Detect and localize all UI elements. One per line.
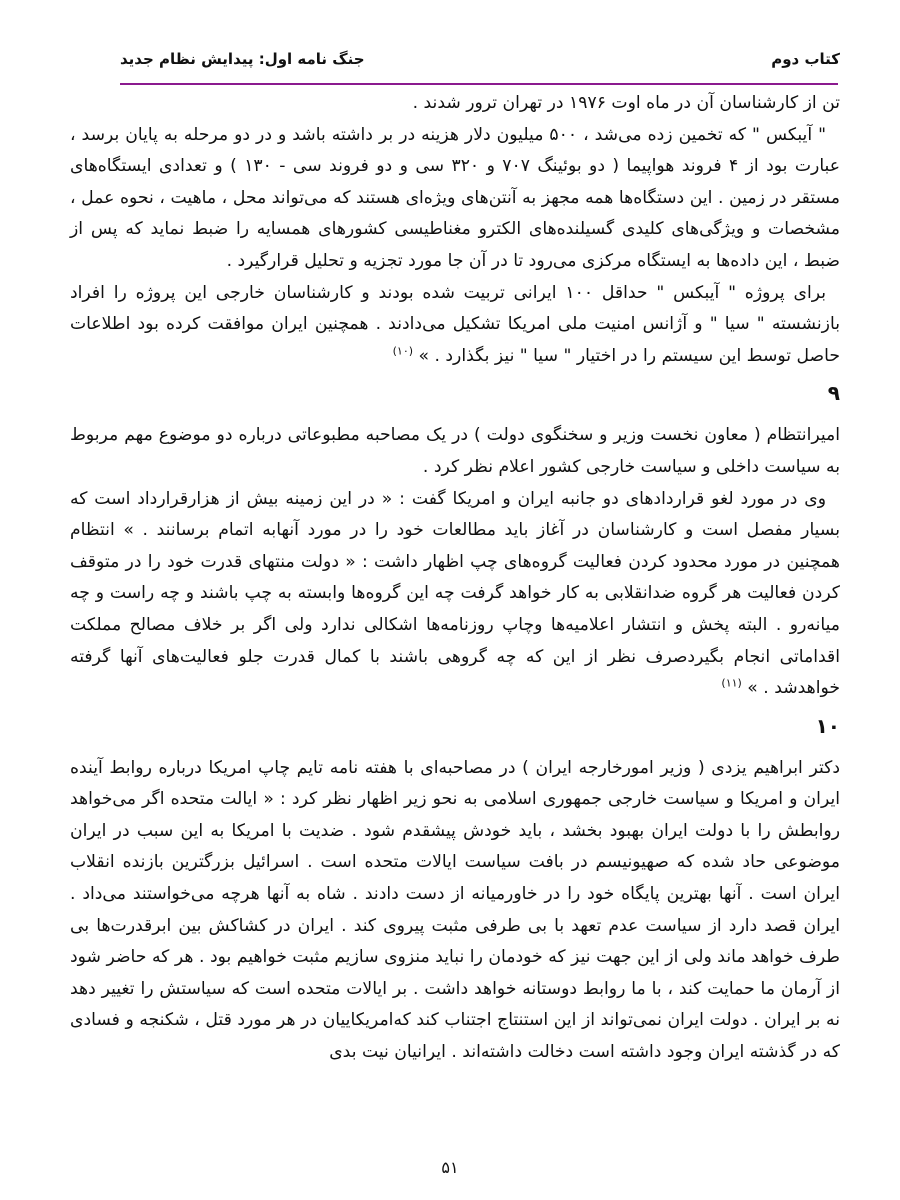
running-header — [120, 44, 840, 74]
paragraph: " آیبکس " که تخمین زده می‌شد ، ۵۰۰ میلیون دلار هزینه در بر داشته باشد و در دو مرحله به پایان برسد ، عبارت بود از ۴ فروند هواپیما ( دو بوئینگ ۷۰۷ و ۳۲۰ سی و دو فروند سی - ۱۳۰ ) و تعدادی ایستگاه‌های مستقر در زمین . این دستگاه‌ها همه مجهز به آنتن‌های ویژه‌ای هستند که می‌تواند محل ، ماهیت ، نحوه عمل ، مشخصات و ویژگی‌های کلیدی گسیلنده‌های الکترو مغناطیسی کشورهای همسایه را ضبط نماید که پس از ضبط ، این داده‌ها به ایستگاه مرکزی می‌رود تا در آن جا مورد تجزیه و تحلیل قرارگیرد . — [70, 124, 840, 271]
chapter-title: جنگ نامه اول: پیدایش نظام جدید — [120, 50, 365, 68]
section-number: ۱۰ — [815, 713, 840, 738]
footnote-reference: (۱۱) — [721, 676, 742, 690]
paragraph-text: وی در مورد لغو قراردادهای دو جانبه ایران و امریکا گفت : « در این زمینه بیش از هزارقرارداد است که بسیار مفصل است و کارشناسان در آغاز باید مطالعات خود را در مورد آنهابه اتمام برسانند . » انتظام همچنین در مورد محدود کردن فعالیت گروه‌های چپ اظهار داشت : « دولت منتهای قدرت خود را در متوقف کردن فعالیت هر گروه ضدانقلابی به کار خواهد گرفت چه این گروه‌ها وابسته به چپ باشند و چه راست و چه میانه‌رو . البته پخش و انتشار اعلامیه‌ها وچاپ روزنامه‌ها اشکالی ندارد ولی اگر بر خلاف مصالح مملکت اقداماتی انجام بگیردصرف نظر از این که چه گروهی باشند با کمال قدرت جلو فعالیت‌های آنها گرفته خواهدشد . » — [70, 488, 840, 699]
header-divider — [120, 83, 838, 85]
paragraph: دکتر ابراهیم یزدی ( وزیر امورخارجه ایران ) در مصاحبه‌ای با هفته نامه تایم چاپ امریکا درباره روابط آینده ایران و امریکا و سیاست خارجی جمهوری اسلامی به نحو زیر اظهار نظر کرد : « ایالت متحده اگر می‌خواهد روابطش را با دولت ایران بهبود بخشد ، باید خودش پیشقدم شود . ضدیت با امریکا به این سبب در ایران موضوعی حاد شده که صهیونیسم در بافت سیاست ایالات متحده است . اسرائیل بزرگترین بازنده انقلاب ایران است . آنها بهترین پایگاه خود را در خاورمیانه از دست دادند . شاه به آنها هرچه می‌خواستند می‌داد . ایران قصد دارد از سیاست عدم تعهد با بی طرفی مثبت پیروی کند . ایران در کشاکش بین ابرقدرت‌ها بی طرف خواهد ماند ولی از این جهت نیز که خودمان را نباید منزوی سازیم مثبت خواهیم بود . هر که حاضر شود از آرمان ما حمایت کند ، با ما روابط دوستانه خواهد داشت . بر ایالات متحده است که سیاستش را تغییر دهد نه بر ایران . دولت ایران نمی‌تواند از این استنتاج اجتناب کند که‌امریکاییان در هر مورد قتل ، شکنجه و فسادی که در گذشته ایران وجود داشته است دخالت داشته‌اند . ایرانیان نیت بدی — [70, 757, 840, 1063]
paragraph — [70, 278, 840, 373]
body-text — [70, 88, 840, 1069]
paragraph-text: برای پروژه " آیبکس " حداقل ۱۰۰ ایرانی تربیت شده بودند و کارشناسان خارجی این پروژه را افراد بازنشسته " سیا " و آژانس امنیت ملی امریکا تشکیل می‌دادند . همچنین ایران موافقت کرده بود اطلاعات حاصل توسط این سیستم را در اختیار " سیا " نیز بگذارد . » — [70, 282, 840, 366]
section-number: ۹ — [827, 381, 840, 406]
paragraph — [70, 484, 840, 705]
book-label: کتاب دوم — [771, 50, 840, 68]
page-number: ۵۱ — [441, 1158, 459, 1177]
paragraph: تن از کارشناسان آن در ماه اوت ۱۹۷۶ در تهران ترور شدند . — [412, 93, 840, 113]
footnote-reference: (۱۰) — [392, 344, 414, 358]
paragraph: امیرانتظام ( معاون نخست وزیر و سخنگوی دولت ) در یک مصاحبه مطبوعاتی درباره دو موضوع مهم مربوط به سیاست داخلی و سیاست خارجی کشور اعلام نظر کرد . — [70, 425, 840, 477]
